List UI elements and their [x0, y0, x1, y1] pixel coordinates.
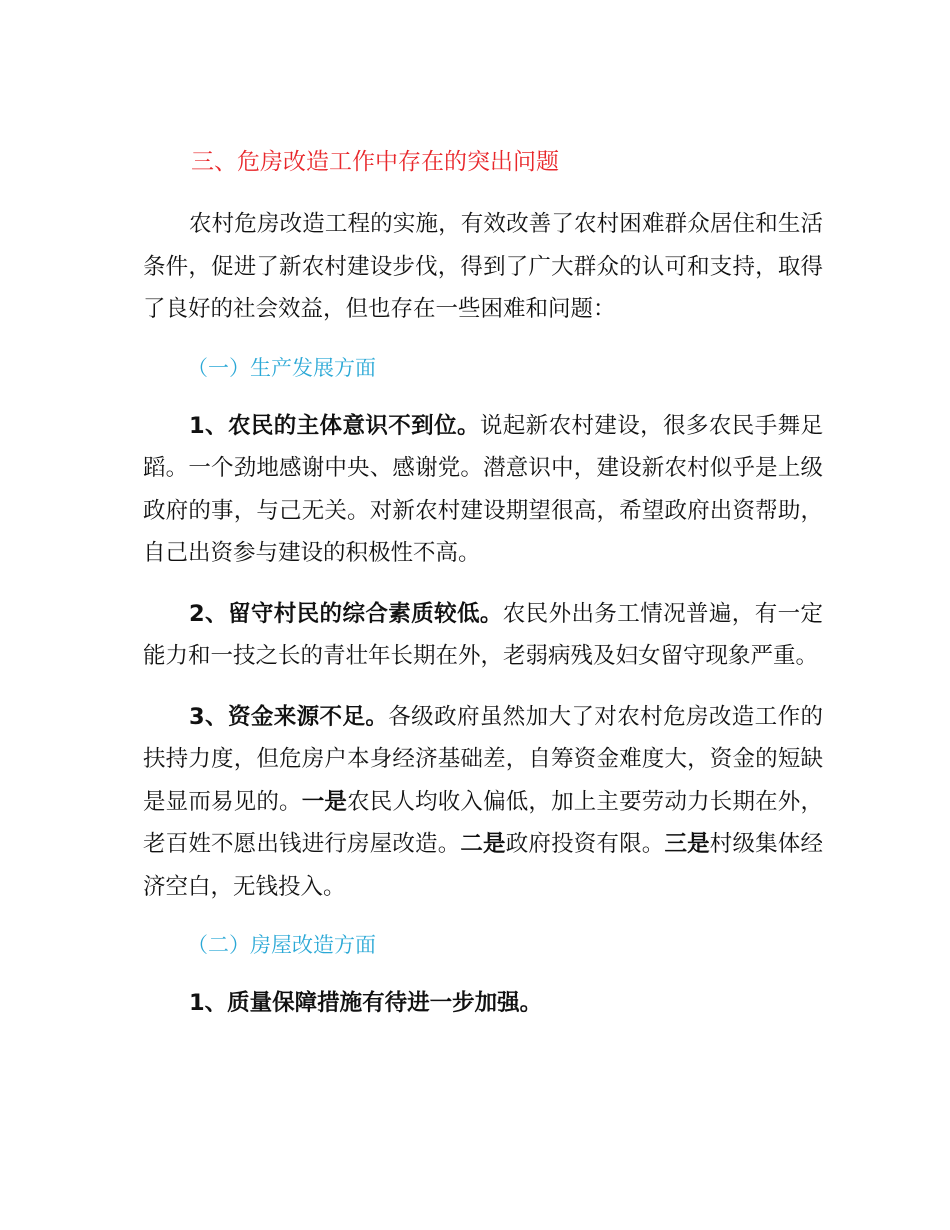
item-3-lead: 3、资金来源不足。 — [189, 703, 389, 730]
subsection-title-2: （二）房屋改造方面 — [187, 933, 376, 957]
item-3-text-1: 各级政府虽然加大了对农村危房改造工作的扶持力度，但危房户本身经济基础差，自筹资金难度大，资金的短缺是显而易见的。 — [143, 703, 823, 815]
item-2-lead: 2、留守村民的综合素质较低。 — [189, 600, 503, 627]
item-1-paragraph — [143, 405, 823, 575]
item-1-text: 说起新农村建设，很多农民手舞足蹈。一个劲地感谢中央、感谢党。潜意识中，建设新农村似乎是上级政府的事，与己无关。对新农村建设期望很高，希望政府出资帮助，自己出资参与建设的积极性不高。 — [143, 412, 823, 566]
section2-item-1-lead: 1、质量保障措施有待进一步加强。 — [189, 990, 543, 1016]
item-3-text-3: 政府投资有限。 — [505, 831, 665, 857]
document-page — [143, 143, 823, 1025]
item-3-text-4: 村级集体经济空白，无钱投入。 — [143, 831, 823, 900]
item-2-text: 农民外出务工情况普遍，有一定能力和一技之长的青壮年长期在外，老弱病残及妇女留守现象严重。 — [143, 600, 823, 669]
item-3-keyword-3: 三是 — [664, 831, 710, 857]
subsection-title-1: （一）生产发展方面 — [187, 355, 376, 380]
item-3-keyword-1: 一是 — [301, 788, 348, 815]
item-1-lead: 1、农民的主体意识不到位。 — [189, 412, 480, 439]
intro-paragraph: 农村危房改造工程的实施，有效改善了农村困难群众居住和生活条件，促进了新农村建设步伐，得到了广大群众的认可和支持，取得了良好的社会效益，但也存在一些困难和问题： — [143, 211, 823, 322]
item-3-paragraph — [143, 696, 823, 909]
item-2-paragraph — [143, 593, 823, 678]
item-3-keyword-2: 二是 — [460, 831, 506, 857]
section2-item-1-paragraph — [143, 982, 823, 1025]
item-3-text-2: 农民人均收入偏低，加上主要劳动力长期在外，老百姓不愿出钱进行房屋改造。 — [143, 788, 823, 857]
section-heading: 三、危房改造工作中存在的突出问题 — [191, 149, 559, 175]
